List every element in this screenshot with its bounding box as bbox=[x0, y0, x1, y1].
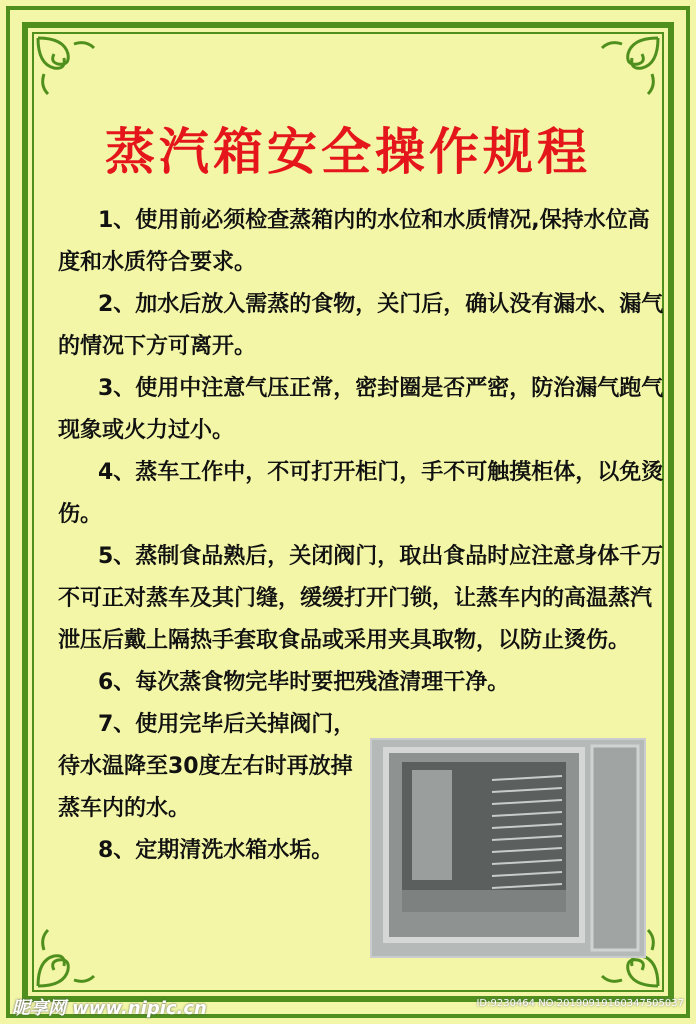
watermark-logo: 昵享网 www.nipic.cn bbox=[12, 998, 207, 1019]
watermark-id: ID:9230464 NO:20190919160347505037 bbox=[476, 998, 684, 1009]
rule-item: 6、每次蒸食物完毕时要把残渣清理干净。 bbox=[98, 670, 510, 695]
rule-item: 1、使用前必须检查蒸箱内的水位和水质情况,保持水位高度和水质符合要求。 bbox=[58, 208, 650, 275]
rule-item: 4、蒸车工作中，不可打开柜门，手不可触摸柜体，以免烫伤。 bbox=[58, 460, 664, 527]
rule-item: 5、蒸制食品熟后，关闭阀门，取出食品时应注意身体千万不可正对蒸车及其门缝，缓缓打开门锁，让蒸车内的高温蒸汽泄压后戴上隔热手套取食品或采用夹具取物，以防止烫伤。 bbox=[58, 544, 664, 653]
rule-item: 8、定期清洗水箱水垢。 bbox=[98, 838, 334, 863]
steam-cabinet-photo bbox=[370, 738, 646, 958]
rule-item: 3、使用中注意气压正常，密封圈是否严密，防治漏气跑气现象或火力过小。 bbox=[58, 376, 664, 443]
corner-ornament-icon bbox=[592, 34, 662, 104]
corner-ornament-icon bbox=[34, 920, 104, 990]
page-title: 蒸汽箱安全操作规程 bbox=[105, 123, 591, 181]
rule-item: 2、加水后放入需蒸的食物，关门后，确认没有漏水、漏气的情况下方可离开。 bbox=[58, 292, 664, 359]
rule-item: 7、使用完毕后关掉阀门，待水温降至30度左右时再放掉蒸车内的水。 bbox=[58, 712, 356, 821]
corner-ornament-icon bbox=[34, 34, 104, 104]
